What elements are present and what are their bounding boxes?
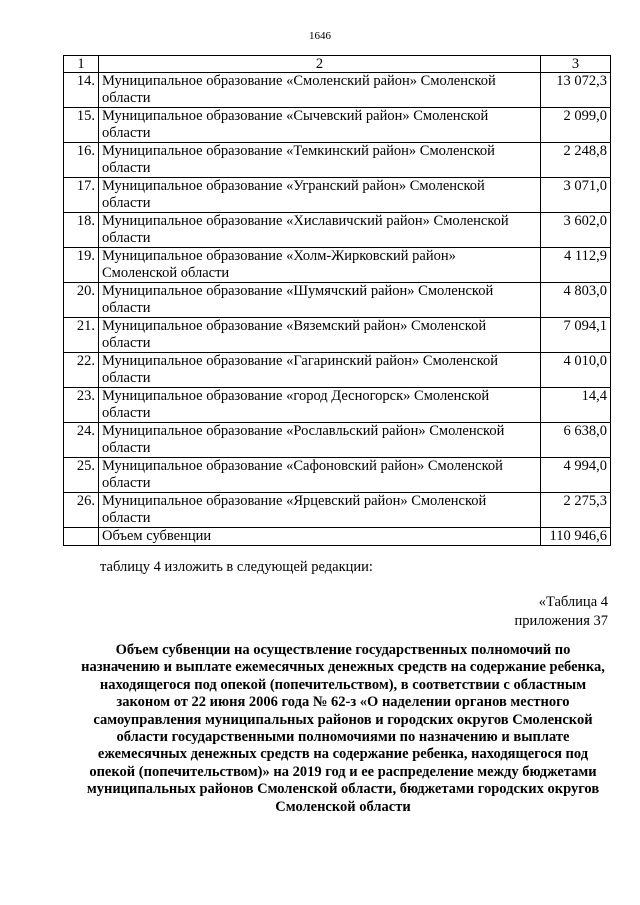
- municipality-name-line-1: Муниципальное образование «Хиславичский район» Смоленской: [102, 213, 509, 229]
- municipality-name: [99, 318, 541, 353]
- municipality-name-line-1: Муниципальное образование «Шумячский район» Смоленской: [102, 283, 494, 299]
- municipality-name: [99, 108, 541, 143]
- caption-line-2: приложения 37: [514, 613, 608, 629]
- title-line: законом от 22 июня 2006 года № 62-з «О наделении органов местного: [116, 694, 570, 711]
- municipality-name-line-2: области: [102, 195, 151, 211]
- municipality-name-line-1: Муниципальное образование «Сычевский район» Смоленской: [102, 108, 489, 124]
- row-number: 25.: [64, 458, 99, 493]
- row-number: 24.: [64, 423, 99, 458]
- subvention-amount: 3 602,0: [541, 213, 611, 248]
- municipality-name-line-2: области: [102, 335, 151, 351]
- municipality-name-line-2: области: [102, 90, 151, 106]
- subvention-amount: 13 072,3: [541, 73, 611, 108]
- subvention-amount: 3 071,0: [541, 178, 611, 213]
- table-row: [64, 388, 611, 423]
- row-number: 22.: [64, 353, 99, 388]
- total-label: Объем субвенции: [99, 528, 541, 546]
- title-line: Смоленской области: [275, 798, 411, 815]
- title-line: самоуправления муниципальных районов и городских округов Смоленской: [93, 711, 593, 728]
- municipality-name-line-1: Муниципальное образование «Гагаринский район» Смоленской: [102, 353, 499, 369]
- table-row: [64, 493, 611, 528]
- row-number: 17.: [64, 178, 99, 213]
- subvention-amount: 14,4: [541, 388, 611, 423]
- row-number: 18.: [64, 213, 99, 248]
- row-number: 14.: [64, 73, 99, 108]
- table-header-row: [64, 56, 611, 73]
- title-line: ежемесячных денежных средств на содержание ребенка, находящегося под: [97, 746, 589, 763]
- table-row: [64, 423, 611, 458]
- municipality-name-line-2: области: [102, 510, 151, 526]
- municipality-name: [99, 248, 541, 283]
- subvention-table: [63, 55, 611, 546]
- municipality-name: [99, 178, 541, 213]
- municipality-name: [99, 353, 541, 388]
- municipality-name-line-1: Муниципальное образование «Темкинский район» Смоленской: [102, 143, 495, 159]
- page-number: 1646: [309, 30, 331, 42]
- municipality-name-line-2: области: [102, 475, 151, 491]
- municipality-name-line-1: Муниципальное образование «Смоленский район» Смоленской: [102, 73, 496, 89]
- municipality-name: [99, 493, 541, 528]
- title-line: муниципальных районов Смоленской области, бюджетами городских округов: [86, 781, 600, 798]
- row-number: 26.: [64, 493, 99, 528]
- row-number: 23.: [64, 388, 99, 423]
- table-row: [64, 318, 611, 353]
- subvention-amount: 2 248,8: [541, 143, 611, 178]
- document-title: [68, 642, 618, 816]
- title-line: Объем субвенции на осуществление государственных полномочий по: [115, 642, 571, 658]
- municipality-name: [99, 388, 541, 423]
- subvention-amount: 2 099,0: [541, 108, 611, 143]
- table-row: [64, 353, 611, 388]
- row-number: 15.: [64, 108, 99, 143]
- subvention-amount: 7 094,1: [541, 318, 611, 353]
- row-number: 21.: [64, 318, 99, 353]
- table-row: [64, 178, 611, 213]
- table-row: [64, 283, 611, 318]
- title-line: опекой (попечительством)» на 2019 год и ее распределение между бюджетами: [89, 763, 597, 780]
- table-row: [64, 143, 611, 178]
- row-number: 20.: [64, 283, 99, 318]
- table-row: [64, 213, 611, 248]
- caption-line-1: «Таблица 4: [538, 594, 608, 610]
- municipality-name-line-1: Муниципальное образование «Вяземский район» Смоленской: [102, 318, 487, 334]
- row-number: 16.: [64, 143, 99, 178]
- municipality-name-line-1: Муниципальное образование «Сафоновский район» Смоленской: [102, 458, 503, 474]
- municipality-name-line-2: области: [102, 230, 151, 246]
- subvention-amount: 6 638,0: [541, 423, 611, 458]
- municipality-name: [99, 458, 541, 493]
- row-number: 19.: [64, 248, 99, 283]
- subvention-amount: 4 112,9: [541, 248, 611, 283]
- subvention-amount: 4 010,0: [541, 353, 611, 388]
- municipality-name: [99, 213, 541, 248]
- municipality-name: [99, 143, 541, 178]
- title-line: находящегося под опекой (попечительством), в соответствии с областным: [99, 676, 587, 693]
- total-amount: 110 946,6: [541, 528, 611, 546]
- municipality-name-line-2: области: [102, 300, 151, 316]
- municipality-name-line-2: Смоленской области: [102, 265, 230, 281]
- municipality-name: [99, 73, 541, 108]
- municipality-name: [99, 283, 541, 318]
- table-row: [64, 73, 611, 108]
- municipality-name-line-2: области: [102, 160, 151, 176]
- title-line: области государственными полномочиями по назначению и выплате: [116, 729, 570, 746]
- municipality-name-line-1: Муниципальное образование «Рославльский район» Смоленской: [102, 423, 505, 439]
- title-line: назначению и выплате ежемесячных денежных средств на содержание ребенка,: [81, 659, 605, 676]
- header-col-2: 2: [99, 56, 541, 73]
- municipality-name-line-1: Муниципальное образование «Холм-Жирковский район»: [102, 248, 456, 264]
- municipality-name-line-2: области: [102, 440, 151, 456]
- subvention-amount: 2 275,3: [541, 493, 611, 528]
- municipality-name-line-2: области: [102, 370, 151, 386]
- table-row: [64, 108, 611, 143]
- table-caption: [515, 593, 608, 631]
- table-row: [64, 248, 611, 283]
- table-body: [64, 73, 611, 546]
- municipality-name-line-1: Муниципальное образование «Ярцевский район» Смоленской: [102, 493, 487, 509]
- subvention-amount: 4 803,0: [541, 283, 611, 318]
- total-row: [64, 528, 611, 546]
- municipality-name-line-1: Муниципальное образование «Угранский район» Смоленской: [102, 178, 485, 194]
- total-empty-cell: [64, 528, 99, 546]
- municipality-name-line-1: Муниципальное образование «город Десногорск» Смоленской: [102, 388, 490, 404]
- intro-text: таблицу 4 изложить в следующей редакции:: [100, 559, 373, 575]
- municipality-name-line-2: области: [102, 125, 151, 141]
- header-col-3: 3: [541, 56, 611, 73]
- municipality-name: [99, 423, 541, 458]
- header-col-1: 1: [64, 56, 99, 73]
- subvention-amount: 4 994,0: [541, 458, 611, 493]
- municipality-name-line-2: области: [102, 405, 151, 421]
- table-row: [64, 458, 611, 493]
